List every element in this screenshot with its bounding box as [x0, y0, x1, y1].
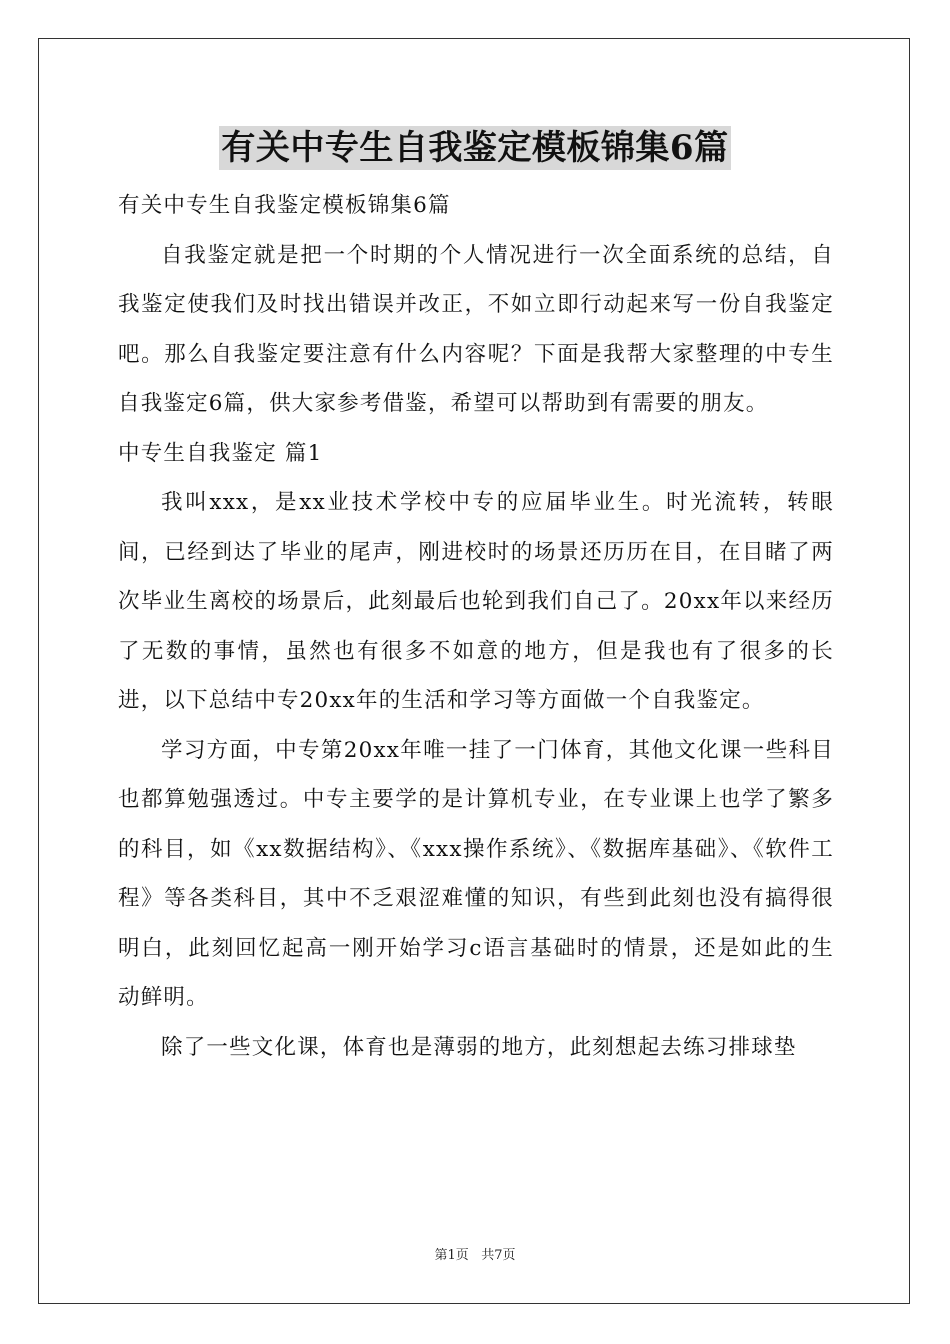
title-container	[0, 126, 950, 170]
body-paragraph: 学习方面，中专第20xx年唯一挂了一门体育，其他文化课一些科目也都算勉强透过。中专主要学的是计算机专业，在专业课上也学了繁多的科目，如《xx数据结构》、《xxx操作系统》、《数据库基础》、《软件工程》等各类科目，其中不乏艰涩难懂的知识，有些到此刻也没有搞得很明白，此刻回忆起高一刚开始学习c语言基础时的情景，还是如此的生动鲜明。	[118, 737, 834, 1010]
document-body	[118, 181, 834, 1072]
body-paragraph: 我叫xxx，是xx业技术学校中专的应届毕业生。时光流转，转眼间，已经到达了毕业的尾声，刚进校时的场景还历历在目，在目睹了两次毕业生离校的场景后，此刻最后也轮到我们自己了。20xx年以来经历了无数的事情，虽然也有很多不如意的地方，但是我也有了很多的长进，以下总结中专20xx年的生活和学习等方面做一个自我鉴定。	[118, 490, 834, 713]
document-subtitle: 有关中专生自我鉴定模板锦集6篇	[118, 193, 451, 218]
page-footer	[0, 1247, 950, 1265]
intro-paragraph: 自我鉴定就是把一个时期的个人情况进行一次全面系统的总结，自我鉴定使我们及时找出错误并改正，不如立即行动起来写一份自我鉴定吧。那么自我鉴定要注意有什么内容呢？下面是我帮大家整理的中专生自我鉴定6篇，供大家参考借鉴，希望可以帮助到有需要的朋友。	[118, 242, 834, 416]
body-paragraph: 除了一些文化课，体育也是薄弱的地方，此刻想起去练习排球垫	[161, 1034, 797, 1060]
document-title: 有关中专生自我鉴定模板锦集6篇	[221, 128, 729, 168]
page-total: 共7页	[481, 1248, 516, 1263]
page-number: 第1页	[434, 1248, 469, 1263]
section-heading: 中专生自我鉴定 篇1	[118, 440, 323, 466]
